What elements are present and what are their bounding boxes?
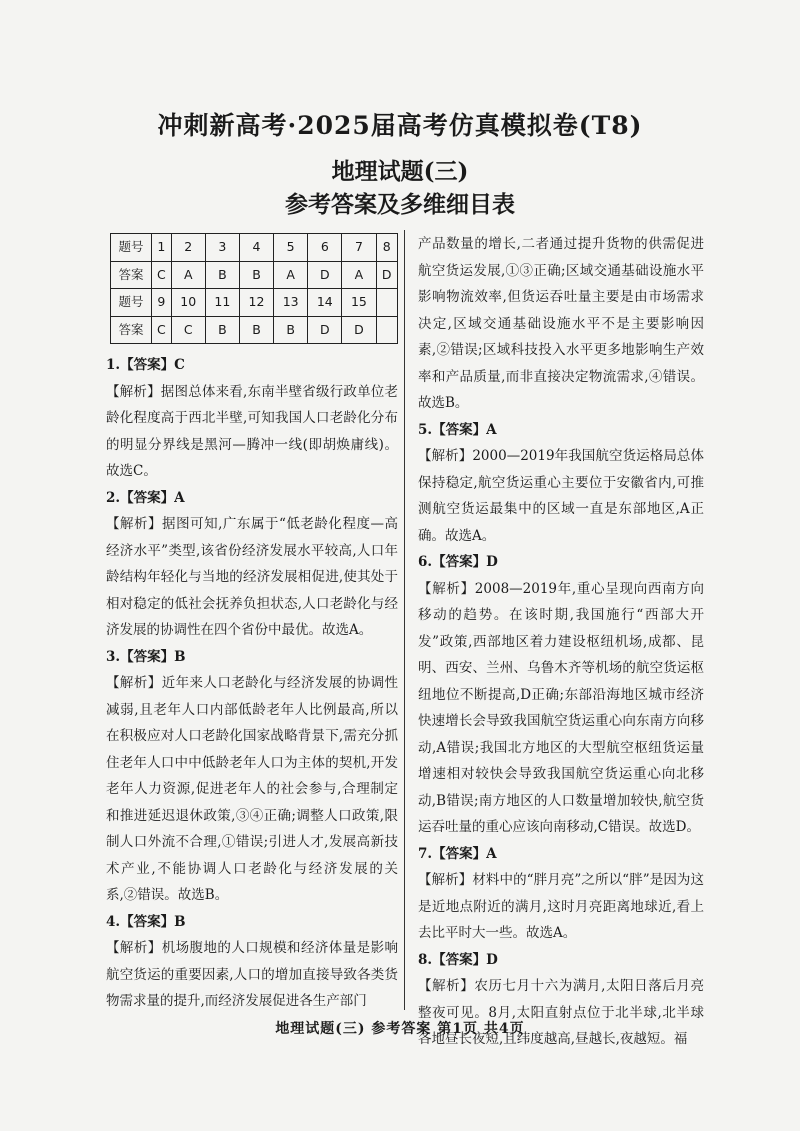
table-cell: 4 bbox=[239, 234, 273, 262]
table-cell: 答案 bbox=[111, 261, 152, 289]
table-cell: A bbox=[342, 261, 376, 289]
question-8-answer: 8.【答案】D bbox=[418, 951, 498, 968]
table-row bbox=[111, 234, 398, 262]
table-cell bbox=[376, 316, 398, 344]
table-cell: 2 bbox=[171, 234, 205, 262]
question-2-explanation: 【解析】据图可知,广东属于“低老龄化程度—高经济水平”类型,该省份经济发展水平较高,人口年龄结构年轻化与当地的经济发展相促进,使其处于相对稳定的低社会抚养负担状态,人口老龄化与经济发展的协调性在四个省份中最优。故选A。 bbox=[106, 516, 398, 638]
subject-title: 地理试题(三) bbox=[331, 158, 469, 185]
table-cell: B bbox=[205, 316, 239, 344]
table-cell: 15 bbox=[342, 289, 376, 317]
page-footer: 地理试题(三) 参考答案 第1页 共4页 bbox=[275, 1021, 525, 1037]
question-5-answer: 5.【答案】A bbox=[418, 421, 497, 438]
table-cell: 9 bbox=[152, 289, 172, 317]
question-6-explanation: 【解析】2008—2019年,重心呈现向西南方向移动的趋势。在该时期,我国施行“西部大开发”政策,西部地区着力建设枢纽机场,成都、昆明、西安、兰州、乌鲁木齐等机场的航空货运枢纽地位不断提高,D正确;东部沿海地区城市经济快速增长会导致我国航空货运重心向东南方向移动,A错误;我国北方地区的大型航空枢纽货运量增速相对较快会导致我国航空货运重心向北移动,B错误;南方地区的人口数量增加较快,航空货运吞吐量的重心应该向南移动,C错误。故选D。 bbox=[418, 580, 704, 835]
table-cell: 10 bbox=[171, 289, 205, 317]
question-4-answer: 4.【答案】B bbox=[106, 913, 186, 930]
table-cell: B bbox=[274, 316, 308, 344]
table-cell: D bbox=[308, 316, 342, 344]
table-cell: A bbox=[274, 261, 308, 289]
question-3-explanation: 【解析】近年来人口老龄化与经济发展的协调性减弱,且老年人口内部低龄老年人比例最高,所以在积极应对人口老龄化国家战略背景下,需充分抓住老年人口中中低龄老年人口为主体的契机,开发老年人力资源,促进老年人的社会参与,合理制定和推进延迟退休政策,③④正确;调整人口政策,限制人口外流不合理,①错误;引进人才,发展高新技术产业,不能协调人口老龄化与经济发展的关系,②错误。故选B。 bbox=[106, 675, 398, 903]
table-cell: D bbox=[308, 261, 342, 289]
table-cell: C bbox=[171, 316, 205, 344]
exam-title: 冲刺新高考·2025届高考仿真模拟卷(T8) bbox=[157, 111, 643, 140]
table-cell: 6 bbox=[308, 234, 342, 262]
table-cell: 14 bbox=[308, 289, 342, 317]
table-cell: B bbox=[239, 261, 273, 289]
question-3-answer: 3.【答案】B bbox=[106, 648, 186, 665]
table-cell: 8 bbox=[376, 234, 398, 262]
table-cell: 5 bbox=[274, 234, 308, 262]
table-cell: 13 bbox=[274, 289, 308, 317]
right-column bbox=[418, 231, 704, 1053]
question-2-answer: 2.【答案】A bbox=[106, 489, 185, 506]
table-cell: 11 bbox=[205, 289, 239, 317]
question-7-answer: 7.【答案】A bbox=[418, 845, 497, 862]
table-cell bbox=[376, 289, 398, 317]
table-row bbox=[111, 289, 398, 317]
table-cell: 12 bbox=[239, 289, 273, 317]
table-cell: 7 bbox=[342, 234, 376, 262]
question-5-explanation: 【解析】2000—2019年我国航空货运格局总体保持稳定,航空货运重心主要位于安徽省内,可推测航空货运最集中的区域一直是东部地区,A正确。故选A。 bbox=[418, 448, 704, 544]
answer-table bbox=[110, 233, 398, 344]
table-cell: A bbox=[171, 261, 205, 289]
question-7-explanation: 【解析】材料中的“胖月亮”之所以“胖”是因为这是近地点附近的满月,这时月亮距离地球近,看上去比平时大一些。故选A。 bbox=[418, 872, 704, 941]
question-1-answer: 1.【答案】C bbox=[106, 357, 185, 373]
table-cell: D bbox=[376, 261, 398, 289]
table-cell: 题号 bbox=[111, 234, 152, 262]
table-cell: 1 bbox=[152, 234, 172, 262]
table-cell: C bbox=[152, 261, 172, 289]
document-title: 参考答案及多维细目表 bbox=[285, 191, 515, 218]
left-column bbox=[106, 233, 398, 1015]
question-8-explanation: 【解析】农历七月十六为满月,太阳日落后月亮整夜可见。8月,太阳直射点位于北半球,北半球各地昼长夜短,且纬度越高,昼越长,夜越短。福 bbox=[418, 978, 704, 1047]
table-cell: C bbox=[152, 316, 172, 344]
table-cell: B bbox=[205, 261, 239, 289]
table-cell: B bbox=[239, 316, 273, 344]
question-4-explanation-continued: 产品数量的增长,二者通过提升货物的供需促进航空货运发展,①③正确;区域交通基础设施水平影响物流效率,但货运吞吐量主要是由市场需求决定,区域交通基础设施水平不是主要影响因素,②错误;区域科技投入水平更多地影响生产效率和产品质量,而非直接决定物流需求,④错误。故选B。 bbox=[418, 236, 704, 411]
question-4-explanation: 【解析】机场腹地的人口规模和经济体量是影响航空货运的重要因素,人口的增加直接导致各类货物需求量的提升,而经济发展促进各生产部门 bbox=[106, 940, 398, 1009]
table-row bbox=[111, 316, 398, 344]
table-row bbox=[111, 261, 398, 289]
table-cell: 题号 bbox=[111, 289, 152, 317]
question-6-answer: 6.【答案】D bbox=[418, 554, 498, 570]
column-divider bbox=[404, 230, 405, 1010]
table-cell: D bbox=[342, 316, 376, 344]
table-cell: 答案 bbox=[111, 316, 152, 344]
question-1-explanation: 【解析】据图总体来看,东南半壁省级行政单位老龄化程度高于西北半壁,可知我国人口老龄化分布的明显分界线是黑河—腾冲一线(即胡焕庸线)。故选C。 bbox=[106, 383, 398, 479]
table-cell: 3 bbox=[205, 234, 239, 262]
